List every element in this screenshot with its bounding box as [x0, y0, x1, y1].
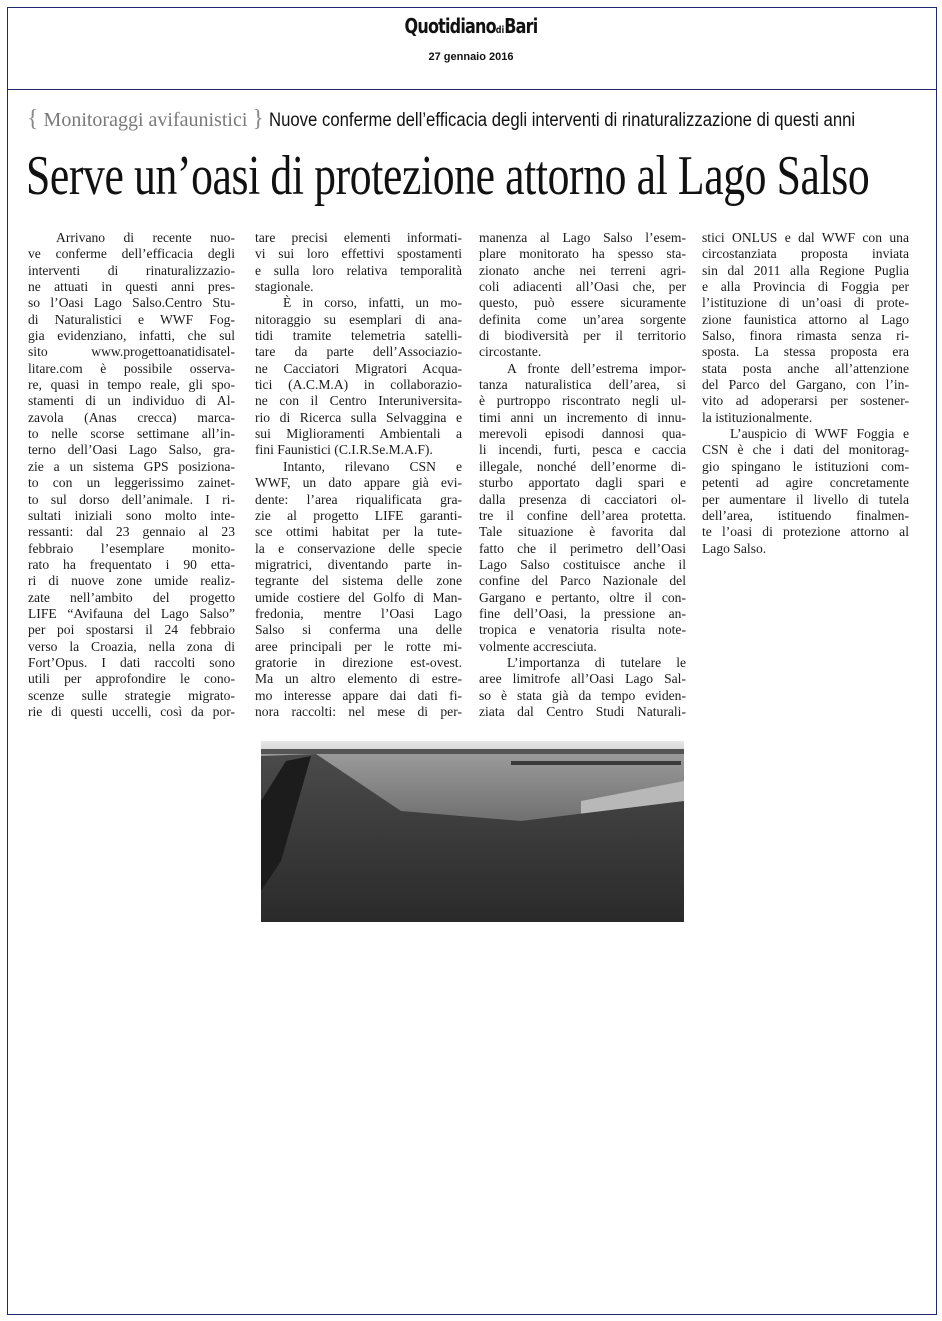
article-text-line: febbraio l’esemplare monito- — [28, 540, 235, 556]
article-text-line: e alla Provincia di Foggia per — [702, 279, 909, 295]
article-text-line: petenti ad agire concretamente — [702, 475, 909, 491]
article-text-line: mo interesse appare dai dati fi- — [255, 687, 462, 703]
logo-text-small: di — [495, 25, 505, 36]
article-text-line: timi anni un incremento di innu- — [479, 409, 686, 425]
article-text-line: illegale, nonché dell’enorme di- — [479, 458, 686, 474]
header-divider — [7, 89, 937, 90]
section-label: Monitoraggi avifaunistici — [43, 109, 248, 131]
article-text-line: sposta. La stessa proposta era — [702, 344, 909, 360]
article-text-line: È in corso, infatti, un mo- — [283, 295, 462, 311]
article-text-line: gia evidenziano, infatti, che sul — [28, 328, 235, 344]
article-text-line: coli adiacenti all’Oasi che, per — [479, 279, 686, 295]
article-text-line: te l’oasi di protezione attorno al — [702, 524, 909, 540]
article-text-line: stata posta anche all’attenzione — [702, 360, 909, 376]
article-text-line: ziata dal Centro Studi Naturali- — [479, 703, 686, 719]
article-text-line: definita come un’area sorgente — [479, 311, 686, 327]
article-text-line: ri di nuove zone umide realiz- — [28, 573, 235, 589]
article-text-line: migratrici, diventando parte in- — [255, 556, 462, 572]
article-text-line: fine dell’Oasi, la pressione an- — [479, 605, 686, 621]
article-text-line: ressanti: dal 23 gennaio al 23 — [28, 524, 235, 540]
article-text-line: interventi di rinaturalizzazio- — [28, 262, 235, 278]
article-text-line: per poi spostarsi il 24 febbraio — [28, 622, 235, 638]
article-text-line: ne attuati in questi anni pres- — [28, 279, 235, 295]
article-text-line: circostante. — [479, 344, 542, 360]
article-text-line: CSN è che i dati del monitorag- — [702, 442, 909, 458]
article-text-line: tidi tramite telemetria satelli- — [255, 328, 462, 344]
article-text-line: tre il confine dell’area protetta. — [479, 507, 686, 523]
article-text-line: vito ad adoperarsi per sostener- — [702, 393, 909, 409]
article-text-line: tegrante del sistema delle zone — [255, 573, 462, 589]
article-text-line: Arrivano di recente nuo- — [56, 230, 235, 245]
article-text-line: Salso si conferma una delle — [255, 622, 462, 638]
article-text-line: Intanto, rilevano CSN e — [283, 458, 462, 474]
island — [511, 761, 681, 765]
article-text-line: Lago Salso costituisce anche il — [479, 556, 686, 572]
article-text-line: L’importanza di tutelare le — [507, 654, 686, 670]
article-text-line: litare.com è possibile osserva- — [28, 360, 235, 376]
article-text-line: tare da parte dell’Associazio- — [255, 344, 462, 360]
article-text-line: rato ha frequentato i 90 etta- — [28, 556, 235, 572]
article-text-line: la istituzionalmente. — [702, 409, 813, 425]
article-text-line: Salso, finora rimasta senza ri- — [702, 328, 909, 344]
kicker — [27, 106, 935, 133]
article-text-line: tanza naturalistica dell’area, si — [479, 377, 686, 393]
article-text-line: la e conservazione delle specie — [255, 540, 462, 556]
article-text-line: ne Cacciatori Migratori Acqua- — [255, 360, 462, 376]
article-text-line: aree limitrofe all’Oasi Lago Sal- — [479, 671, 686, 687]
article-text-line: fredonia, mentre l’Oasi Lago — [255, 605, 462, 621]
article-text-line: zate nell’ambito del progetto — [28, 589, 235, 605]
article-text-line: li incendi, furti, pesca e caccia — [479, 442, 686, 458]
article-text-line: merevoli episodi dannosi qua- — [479, 426, 686, 442]
brace-open: { — [27, 106, 39, 132]
logo-text: Quotidiano — [404, 14, 496, 38]
article-text-line: sultati iniziali sono molto inte- — [28, 507, 235, 523]
article-text-line: del Parco del Gargano, con l’in- — [702, 377, 909, 393]
article-text-line: sui Miglioramenti Ambientali a — [255, 426, 462, 442]
article-text-line: confine del Parco Nazionale del — [479, 573, 686, 589]
article-text-line: di Naturalistici e WWF Fog- — [28, 311, 235, 327]
article-text-line: dell’area, istituendo finalmen- — [702, 507, 909, 523]
article-text-line: nora raccolti: nel mese di per- — [255, 703, 462, 719]
article-column-1 — [28, 230, 235, 720]
article-text-line: scenze sulle strategie migrato- — [28, 687, 235, 703]
article-text-line: stamenti di un individuo di Al- — [28, 393, 235, 409]
article-text-line: di biodiversità per il territorio — [479, 328, 686, 344]
article-text-line: re, quasi in tempo reale, gli spo- — [28, 377, 235, 393]
newspaper-logo — [94, 14, 848, 38]
headline: Serve un’oasi di protezione attorno al Lago Salso — [26, 145, 870, 207]
article-column-2 — [255, 230, 462, 720]
article-text-line: to con un leggerissimo zainet- — [28, 475, 235, 491]
article-text-line: so l’Oasi Lago Salso.Centro Stu- — [28, 295, 235, 311]
article-text-line: dalla presenza di cacciatori ol- — [479, 491, 686, 507]
article-text-line: plare monitorato ha spesso sta- — [479, 246, 686, 262]
article-text-line: zie a un sistema GPS posiziona- — [28, 458, 235, 474]
article-text-line: gratorie in direzione est-ovest. — [255, 654, 462, 670]
article-text-line: fini Faunistici (C.I.R.Se.M.A.F). — [255, 442, 433, 458]
publication-date: 27 gennaio 2016 — [428, 51, 514, 63]
article-text-line: to nelle scorse settimane all’in- — [28, 426, 235, 442]
article-text-line: l’istituzione di un’oasi di prote- — [702, 295, 909, 311]
article-text-line: to sul dorso dell’animale. I ri- — [28, 491, 235, 507]
article-text-line: dente: l’area riqualificata gra- — [255, 491, 462, 507]
article-text-line: aree principali per le rotte mi- — [255, 638, 462, 654]
article-text-line: LIFE “Avifauna del Lago Salso” — [28, 605, 235, 621]
article-text-line: Tale situazione è favorita dal — [479, 524, 686, 540]
article-text-line: questo, può essere sicuramente — [479, 295, 686, 311]
article-text-line: utili per approfondire le cono- — [28, 671, 235, 687]
article-text-line: sin dal 2011 alla Regione Puglia — [702, 262, 909, 278]
subtitle: Nuove conferme dell’efficacia degli interventi di rinaturalizzazione di questi anni — [268, 110, 856, 131]
logo-text-end: Bari — [504, 14, 538, 38]
article-text-line: volmente accresciuta. — [479, 638, 597, 654]
brace-close: } — [252, 106, 264, 132]
article-text-line: Gargano e pertanto, oltre il con- — [479, 589, 686, 605]
article-text-line: Fort’Opus. I dati raccolti sono — [28, 654, 235, 670]
article-text-line: fatto che il perimetro dell’Oasi — [479, 540, 686, 556]
article-text-line: rie di questi uccelli, così da por- — [28, 703, 235, 719]
article-column-4 — [702, 230, 909, 557]
article-text-line: A fronte dell’estrema impor- — [507, 360, 686, 376]
article-text-line: gio spingano le istituzioni com- — [702, 458, 909, 474]
article-text-line: tare precisi elementi informati- — [255, 230, 462, 245]
article-text-line: zione faunistica attorno al Lago — [702, 311, 909, 327]
article-text-line: umide costiere del Golfo di Man- — [255, 589, 462, 605]
article-text-line: verso la Croazia, nella zona di — [28, 638, 235, 654]
article-text-line: tici (A.C.M.A) in collaborazio- — [255, 377, 462, 393]
article-text-line: WWF, un dato appare già evi- — [255, 475, 462, 491]
article-text-line: so è stata già da tempo eviden- — [479, 687, 686, 703]
article-text-line: per aumentare il livello di tutela — [702, 491, 909, 507]
article-text-line: zavola (Anas crecca) marca- — [28, 409, 235, 425]
article-text-line: Ma un altro elemento di estre- — [255, 671, 462, 687]
article-text-line: sce ottimi habitat per la tute- — [255, 524, 462, 540]
article-text-line: è purtroppo riscontrato negli ul- — [479, 393, 686, 409]
article-text-line: zie al progetto LIFE garanti- — [255, 507, 462, 523]
article-text-line: zionato anche nei terreni agri- — [479, 262, 686, 278]
article-text-line: stici ONLUS e dal WWF con una — [702, 230, 909, 245]
article-text-line: e sulla loro relativa temporalità — [255, 262, 462, 278]
article-text-line: circostanziata proposta inviata — [702, 246, 909, 262]
article-text-line: nitoraggio su esemplari di ana- — [255, 311, 462, 327]
article-text-line: L’auspicio di WWF Foggia e — [730, 426, 909, 442]
article-text-line: vi sui loro effettivi spostamenti — [255, 246, 462, 262]
article-text-line: rio di Ricerca sulla Selvaggina e — [255, 409, 462, 425]
article-text-line: ve conferme dell’efficacia degli — [28, 246, 235, 262]
article-text-line: stagionale. — [255, 279, 314, 295]
article-text-line: Lago Salso. — [702, 540, 767, 556]
article-text-line: sito www.progettoanatidisatel- — [28, 344, 235, 360]
article-text-line: tropica e venatoria risulta note- — [479, 622, 686, 638]
article-column-3 — [479, 230, 686, 720]
lagoon-photo — [261, 741, 684, 922]
article-text-line: manenza al Lago Salso l’esem- — [479, 230, 686, 245]
article-text-line: terno dell’Oasi Lago Salso, gra- — [28, 442, 235, 458]
article-text-line: sturbo apportato dagli spari e — [479, 475, 686, 491]
article-text-line: ne con il Centro Interuniversita- — [255, 393, 462, 409]
